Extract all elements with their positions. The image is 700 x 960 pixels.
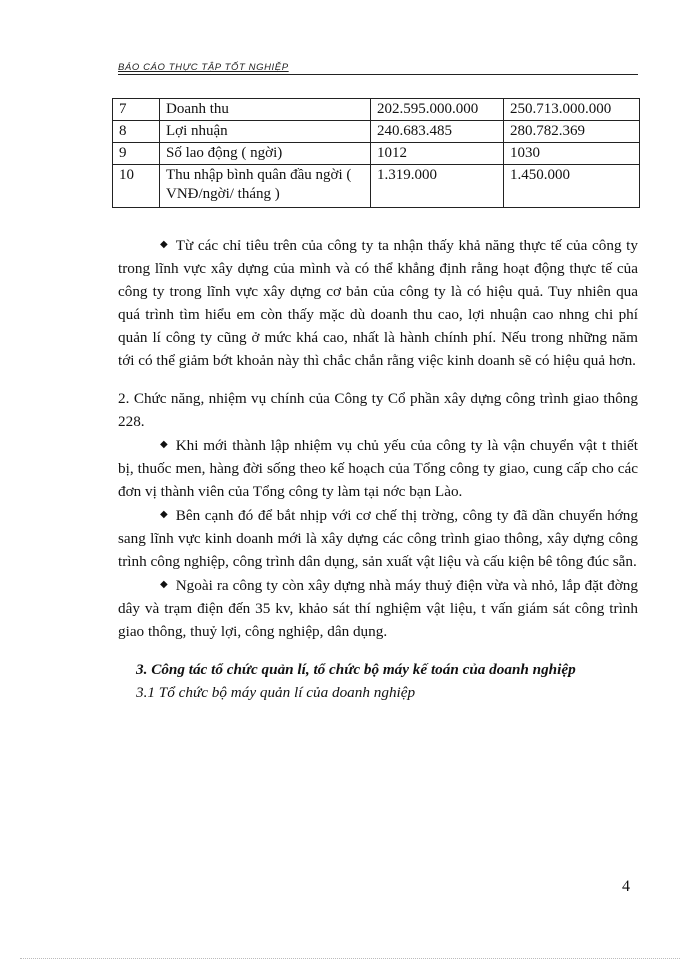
diamond-bullet-icon: ◆ [160,509,168,520]
paragraph-summary [118,233,638,372]
value-year-2: 250.713.000.000 [504,99,640,121]
section-3-heading: 3. Công tác tổ chức quản lí, tổ chức bộ máy kế toán của doanh nghiệp [136,661,576,678]
paragraph-text: Ngoài ra công ty còn xây dựng nhà máy thuỷ điện vừa và nhỏ, lắp đặt đờng dây và trạm điện đến 35 kv, khảo sát thí nghiệm vật liệu, t vấn giám sát công trình giao thông, thuỷ lợi, công nghiệp, dân dụng. [118,577,638,640]
table-row [113,143,640,165]
statistics-table [112,98,640,208]
row-number: 7 [113,99,160,121]
table-row [113,165,640,208]
paragraph-additional-activities [118,573,638,643]
value-year-1: 1.319.000 [371,165,504,208]
paragraph-text: Từ các chỉ tiêu trên của công ty ta nhận thấy khả năng thực tế của công ty trong lĩnh vực xây dựng của mình và có thể khẳng định rằng hoạt động thực tế của công ty trong lĩnh vực xây dựng cơ bản của công ty là có hiệu quả. Tuy nhiên qua quá trình tìm hiểu em còn thấy mặc dù doanh thu cao, lợi nhuận cao nhng chi phí quản lí công ty cũng ở mức khá cao, nhất là hành chính phí. Nếu trong những năm tới có thể giảm bớt khoản này thì chắc chắn rằng việc kinh doanh sẽ có hiệu quả hơn. [118,237,638,369]
section-3-1-heading: 3.1 Tổ chức bộ máy quản lí của doanh nghiệp [136,684,416,701]
page-bottom-divider [20,958,680,959]
value-year-1: 1012 [371,143,504,165]
row-number: 10 [113,165,160,208]
value-year-2: 1.450.000 [504,165,640,208]
body-text [118,233,638,704]
value-year-2: 280.782.369 [504,121,640,143]
paragraph-text: Bên cạnh đó để bắt nhịp với cơ chế thị trờng, công ty đã dần chuyển hớng sang lĩnh vực kinh doanh mới là xây dựng các công trình giao thông, xây dựng công trình công nghiệp, công trình dân dụng, sản xuất vật liệu và cấu kiện bê tông đúc sẵn. [118,507,638,570]
value-year-1: 202.595.000.000 [371,99,504,121]
page-number: 4 [622,878,630,895]
indicator-name: Thu nhập bình quân đầu ngời ( VNĐ/ngời/ tháng ) [160,165,371,208]
diamond-bullet-icon: ◆ [160,439,168,450]
paragraph-initial-duties [118,433,638,503]
table-row [113,121,640,143]
value-year-2: 1030 [504,143,640,165]
diamond-bullet-icon: ◆ [160,579,168,590]
diamond-bullet-icon: ◆ [160,239,168,250]
paragraph-text: Khi mới thành lập nhiệm vụ chủ yếu của công ty là vận chuyển vật t thiết bị, thuốc men, hàng đời sống theo kế hoạch của Tổng công ty giao, cung cấp cho các đơn vị thành viên của Tổng công ty làm tại nớc bạn Lào. [118,437,638,500]
table-row [113,99,640,121]
page-header [118,56,638,75]
row-number: 8 [113,121,160,143]
indicator-name: Số lao động ( ngời) [160,143,371,165]
header-title: BÁO CÁO THỰC TẬP TỐT NGHIỆP [118,62,289,73]
paragraph-business-shift [118,503,638,573]
indicator-name: Lợi nhuận [160,121,371,143]
section-2-heading: 2. Chức năng, nhiệm vụ chính của Công ty Cổ phần xây dựng công trình giao thông 228. [118,390,638,430]
indicator-name: Doanh thu [160,99,371,121]
value-year-1: 240.683.485 [371,121,504,143]
row-number: 9 [113,143,160,165]
